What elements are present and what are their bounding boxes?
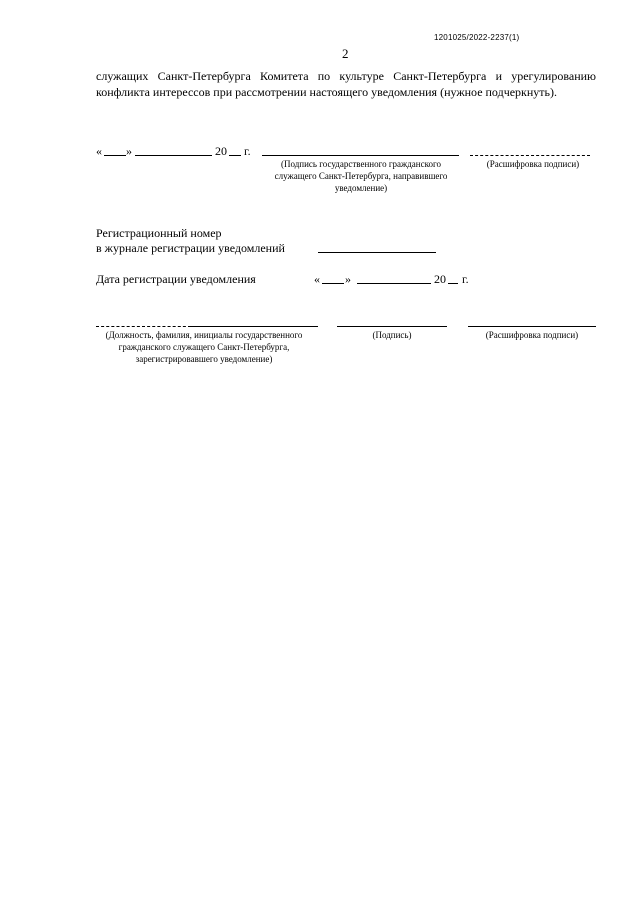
reg-day-blank-line bbox=[322, 283, 344, 284]
signature-line-2 bbox=[337, 326, 447, 327]
paragraph-line-1: служащих Санкт-Петербурга Комитета по культуре Санкт-Петербурга и урегулированию bbox=[96, 69, 596, 83]
signature-caption: (Подпись государственного гражданского служащего Санкт-Петербурга, направившего уведомление) bbox=[274, 159, 448, 193]
reg-year-suffix: г. bbox=[462, 272, 469, 286]
reg-month-blank-line bbox=[357, 283, 431, 284]
registration-number-line bbox=[318, 252, 436, 253]
date-open-quote: « bbox=[96, 144, 102, 158]
position-caption: (Должность, фамилия, инициалы государственного гражданского служащего Санкт-Петербурга, зарегистрировавшего уведомление) bbox=[105, 330, 303, 364]
registration-label-line-2: в журнале регистрации уведомлений bbox=[96, 241, 285, 255]
reg-date-close-quote: » bbox=[345, 272, 351, 286]
reg-year-prefix: 20 bbox=[434, 272, 446, 286]
decoding-caption-2: (Расшифровка подписи) bbox=[485, 330, 579, 340]
position-line bbox=[191, 326, 318, 327]
decoding-caption-1: (Расшифровка подписи) bbox=[486, 159, 580, 169]
registration-date-label: Дата регистрации уведомления bbox=[96, 272, 256, 286]
registration-label-line-1: Регистрационный номер bbox=[96, 226, 222, 240]
year-blank-line bbox=[229, 155, 241, 156]
page-number: 2 bbox=[342, 46, 349, 61]
signature-caption-2: (Подпись) bbox=[372, 330, 412, 340]
reg-year-blank-line bbox=[448, 283, 458, 284]
decoding-line-1 bbox=[470, 155, 590, 156]
month-blank-line bbox=[135, 155, 212, 156]
reg-date-open-quote: « bbox=[314, 272, 320, 286]
year-suffix: г. bbox=[244, 144, 251, 158]
document-id: 1201025/2022-2237(1) bbox=[434, 33, 520, 42]
position-line-dashed bbox=[96, 326, 191, 327]
paragraph-line-2: конфликта интерессов при рассмотрении настоящего уведомления (нужное подчеркнуть). bbox=[96, 85, 558, 99]
year-prefix: 20 bbox=[215, 144, 227, 158]
decoding-line-2 bbox=[468, 326, 596, 327]
signature-line bbox=[262, 155, 459, 156]
date-close-quote: » bbox=[126, 144, 132, 158]
day-blank-line bbox=[104, 155, 126, 156]
